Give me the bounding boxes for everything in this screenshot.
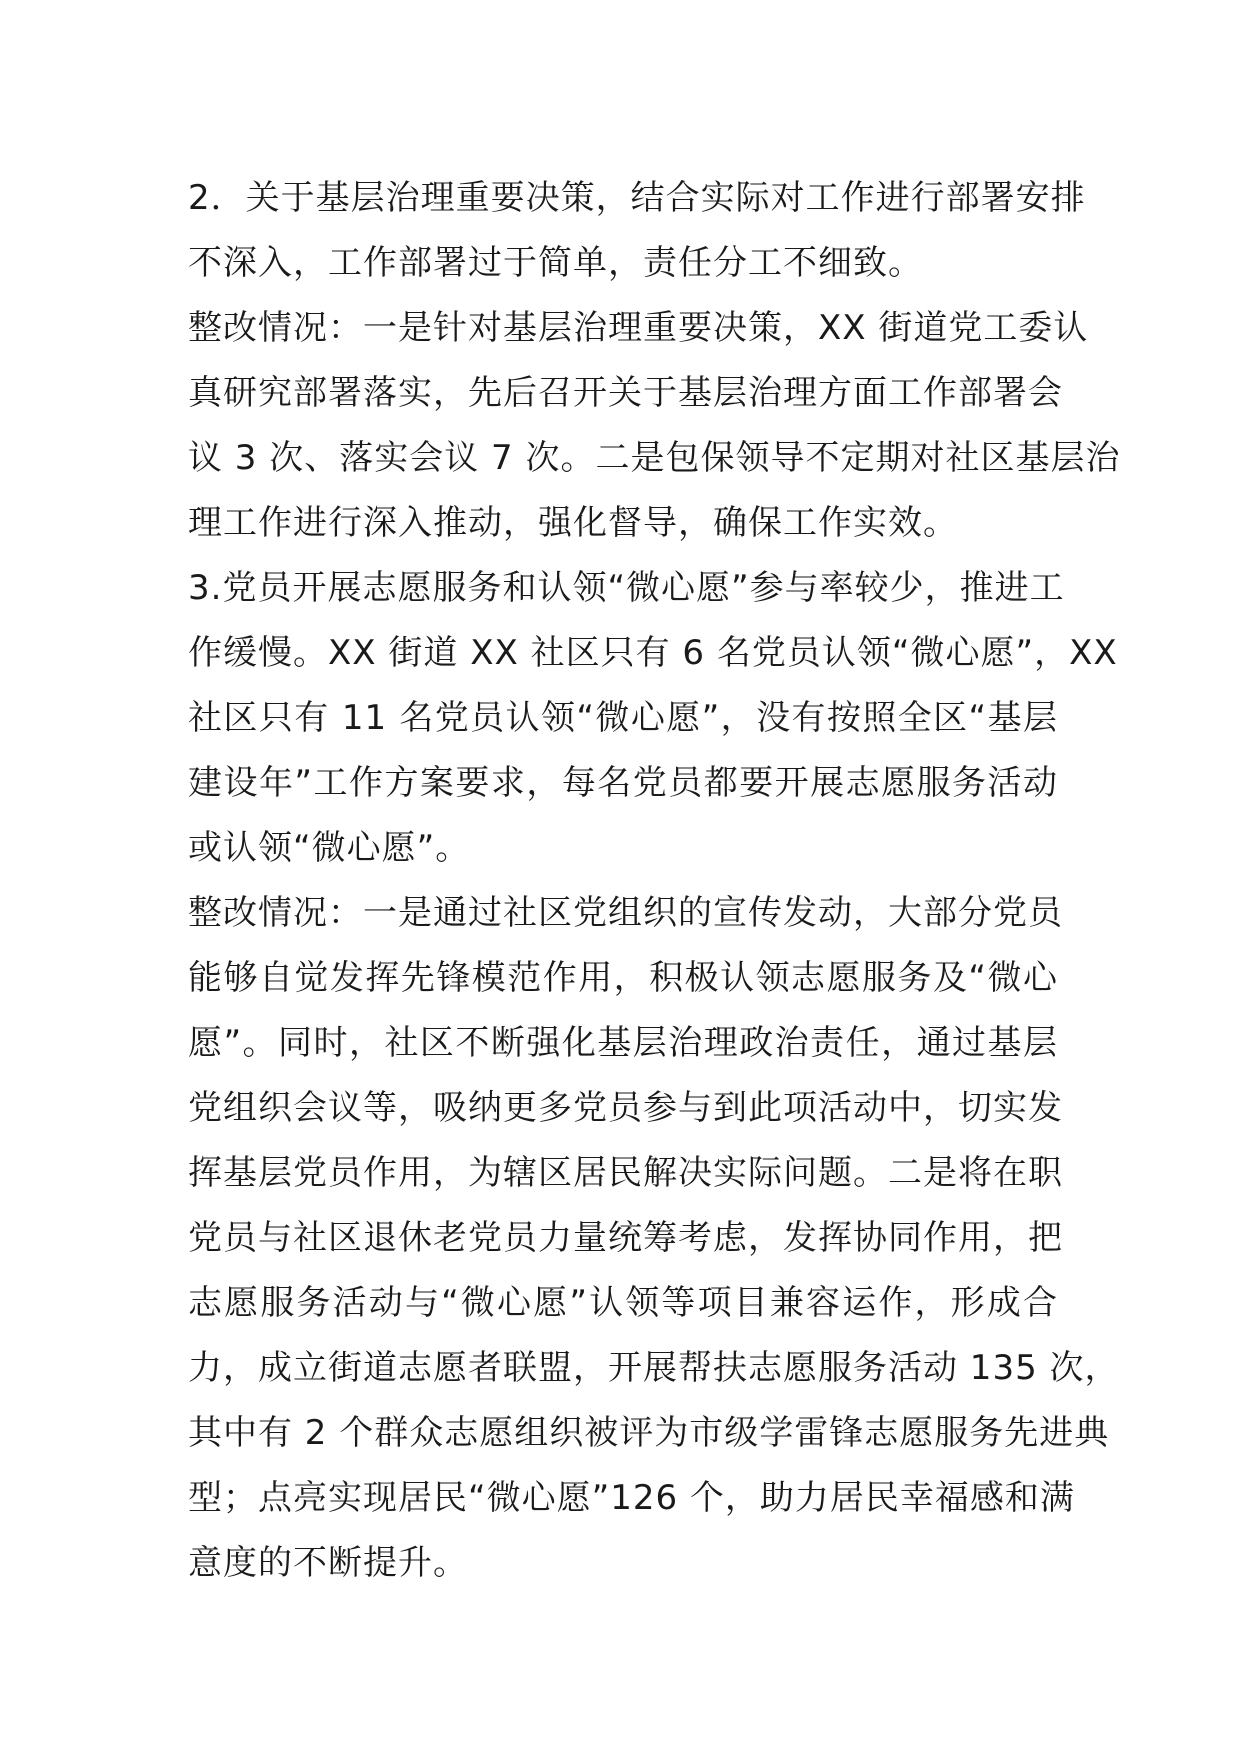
text-line: 愿”。同时，社区不断强化基层治理政治责任，通过基层 bbox=[188, 1023, 1058, 1063]
text-line: 作缓慢。XX 街道 XX 社区只有 6 名党员认领“微心愿”，XX bbox=[188, 633, 1118, 673]
text-line: 意度的不断提升。 bbox=[188, 1543, 468, 1583]
text-line: 党组织会议等，吸纳更多党员参与到此项活动中，切实发 bbox=[188, 1088, 1063, 1128]
text-line: 其中有 2 个群众志愿组织被评为市级学雷锋志愿服务先进典 bbox=[188, 1413, 1110, 1453]
text-line: 建设年”工作方案要求，每名党员都要开展志愿服务活动 bbox=[188, 763, 1058, 803]
paragraph-issue-3 bbox=[188, 556, 1118, 881]
text-line: 志愿服务活动与“微心愿”认领等项目兼容运作，形成合 bbox=[188, 1283, 1058, 1323]
text-line: 2．关于基层治理重要决策，结合实际对工作进行部署安排 bbox=[188, 178, 1086, 218]
text-line: 或认领“微心愿”。 bbox=[188, 828, 471, 868]
document-body bbox=[188, 166, 1121, 1596]
text-line: 不深入，工作部署过于简单，责任分工不细致。 bbox=[188, 243, 923, 283]
text-line: 理工作进行深入推动，强化督导，确保工作实效。 bbox=[188, 503, 958, 543]
text-line: 挥基层党员作用，为辖区居民解决实际问题。二是将在职 bbox=[188, 1153, 1063, 1193]
text-line: 3.党员开展志愿服务和认领“微心愿”参与率较少，推进工 bbox=[188, 568, 1065, 608]
paragraph-issue-2 bbox=[188, 166, 1086, 296]
text-line: 整改情况：一是针对基层治理重要决策，XX 街道党工委认 bbox=[188, 308, 1089, 348]
text-line: 力，成立街道志愿者联盟，开展帮扶志愿服务活动 135 次， bbox=[188, 1348, 1120, 1388]
paragraph-rectification-3 bbox=[188, 881, 1120, 1596]
text-line: 型；点亮实现居民“微心愿”126 个，助力居民幸福感和满 bbox=[188, 1478, 1075, 1518]
text-line: 议 3 次、落实会议 7 次。二是包保领导不定期对社区基层治 bbox=[188, 438, 1121, 478]
text-line: 真研究部署落实，先后召开关于基层治理方面工作部署会 bbox=[188, 373, 1063, 413]
text-line: 党员与社区退休老党员力量统筹考虑，发挥协同作用，把 bbox=[188, 1218, 1063, 1258]
text-line: 能够自觉发挥先锋模范作用，积极认领志愿服务及“微心 bbox=[188, 958, 1058, 998]
paragraph-rectification-2 bbox=[188, 296, 1121, 556]
text-line: 整改情况：一是通过社区党组织的宣传发动，大部分党员 bbox=[188, 893, 1063, 933]
text-line: 社区只有 11 名党员认领“微心愿”，没有按照全区“基层 bbox=[188, 698, 1058, 738]
